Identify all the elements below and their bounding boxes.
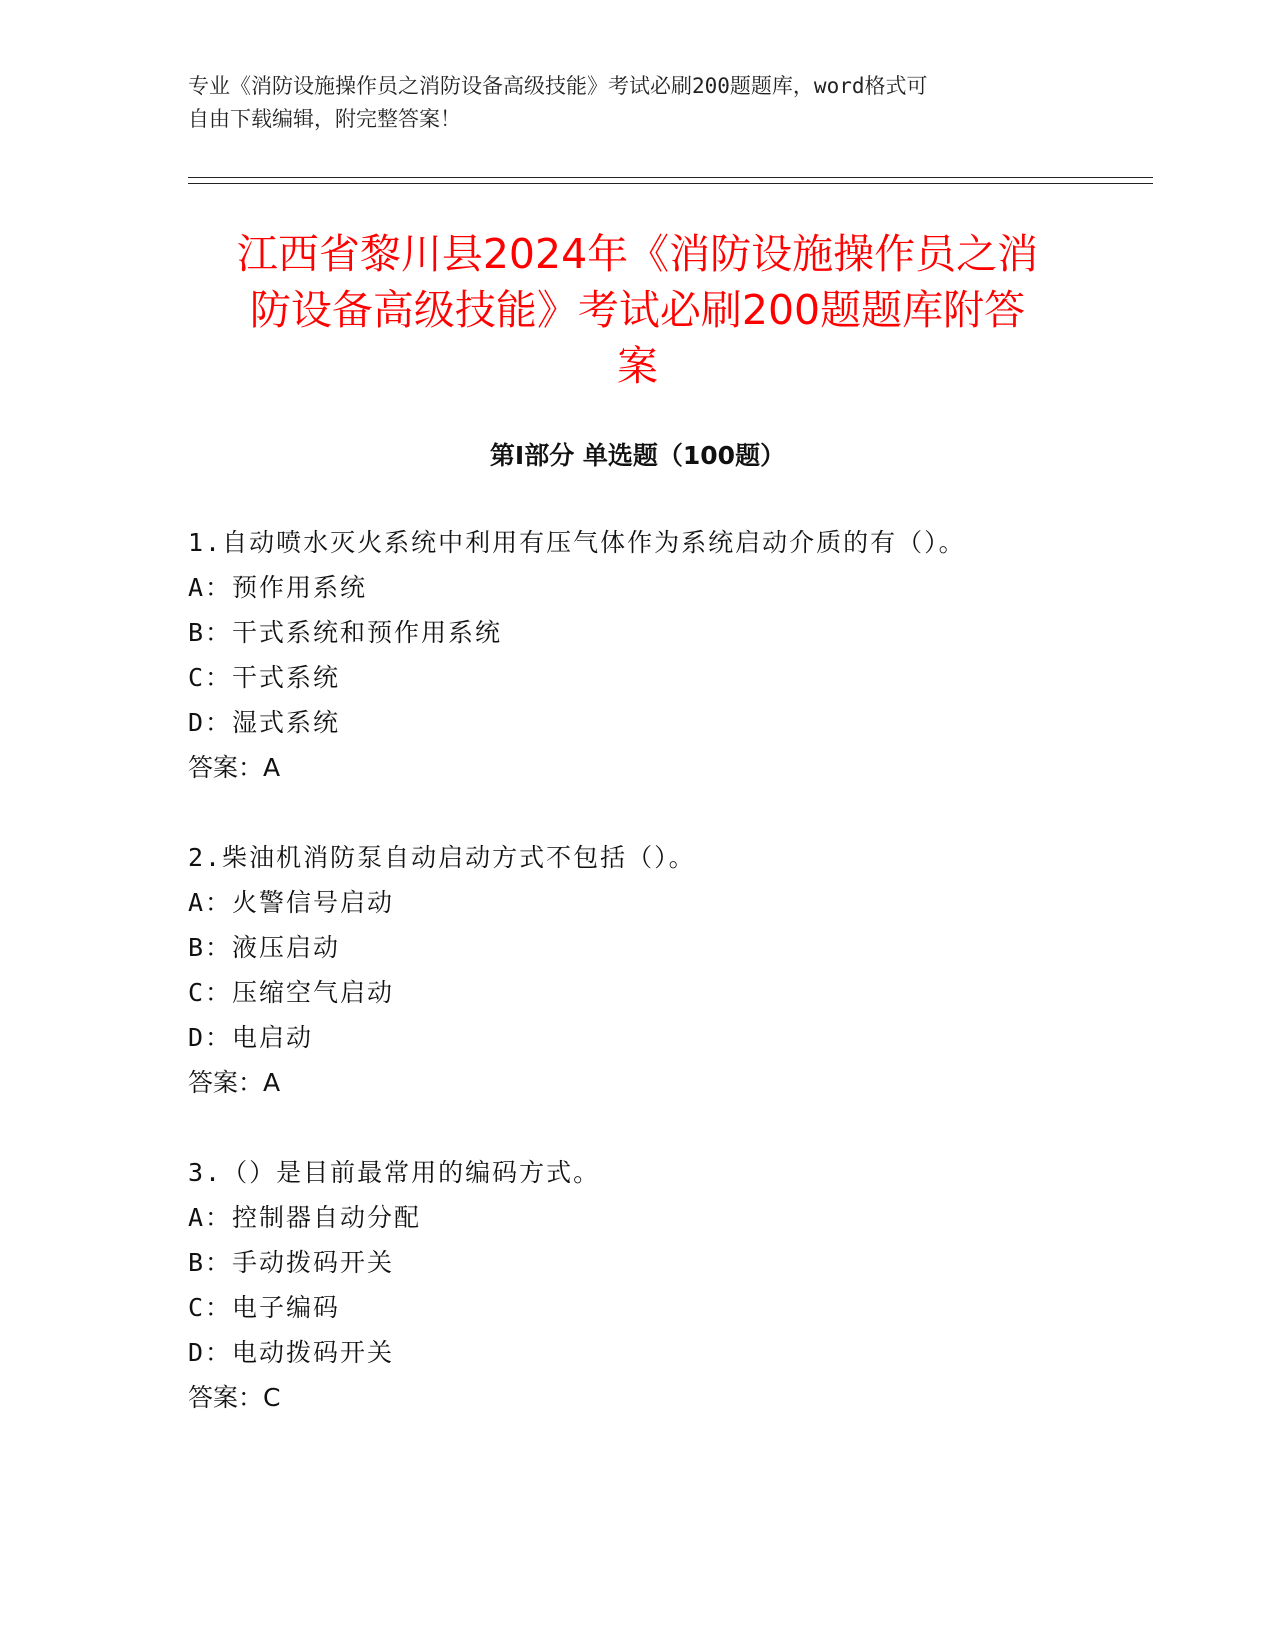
question-1 — [188, 520, 1148, 790]
header-note — [188, 70, 1088, 136]
document-title — [170, 226, 1105, 394]
answer-line: 答案：C — [188, 1383, 281, 1412]
option-d: D：湿式系统 — [188, 708, 341, 737]
option-b: B：手动拨码开关 — [188, 1248, 395, 1277]
title-line-3: 案 — [617, 342, 658, 390]
question-3 — [188, 1150, 1148, 1420]
option-b: B：液压启动 — [188, 933, 341, 962]
title-line-1: 江西省黎川县2024年《消防设施操作员之消 — [236, 230, 1039, 278]
header-note-line-2: 自由下载编辑，附完整答案！ — [188, 107, 461, 131]
question-stem: 3.（）是目前最常用的编码方式。 — [188, 1158, 601, 1187]
option-a: A：控制器自动分配 — [188, 1203, 422, 1232]
option-a: A：预作用系统 — [188, 573, 368, 602]
header-divider-bottom — [188, 183, 1153, 184]
option-d: D：电启动 — [188, 1023, 314, 1052]
answer-line: 答案：A — [188, 1068, 281, 1097]
question-list — [188, 520, 1148, 1465]
header-divider-top — [188, 177, 1153, 178]
option-a: A：火警信号启动 — [188, 888, 395, 917]
option-d: D：电动拨码开关 — [188, 1338, 395, 1367]
header-note-line-1: 专业《消防设施操作员之消防设备高级技能》考试必刷200题题库，word格式可 — [188, 74, 928, 98]
question-stem: 2.柴油机消防泵自动启动方式不包括（）。 — [188, 843, 696, 872]
answer-line: 答案：A — [188, 753, 281, 782]
option-c: C：压缩空气启动 — [188, 978, 395, 1007]
title-line-2: 防设备高级技能》考试必刷200题题库附答 — [249, 286, 1026, 334]
question-stem: 1.自动喷水灭火系统中利用有压气体作为系统启动介质的有（）。 — [188, 528, 966, 557]
section-heading: 第Ⅰ部分 单选题（100题） — [489, 441, 786, 470]
option-c: C：电子编码 — [188, 1293, 341, 1322]
option-c: C：干式系统 — [188, 663, 341, 692]
option-b: B：干式系统和预作用系统 — [188, 618, 503, 647]
question-2 — [188, 835, 1148, 1105]
